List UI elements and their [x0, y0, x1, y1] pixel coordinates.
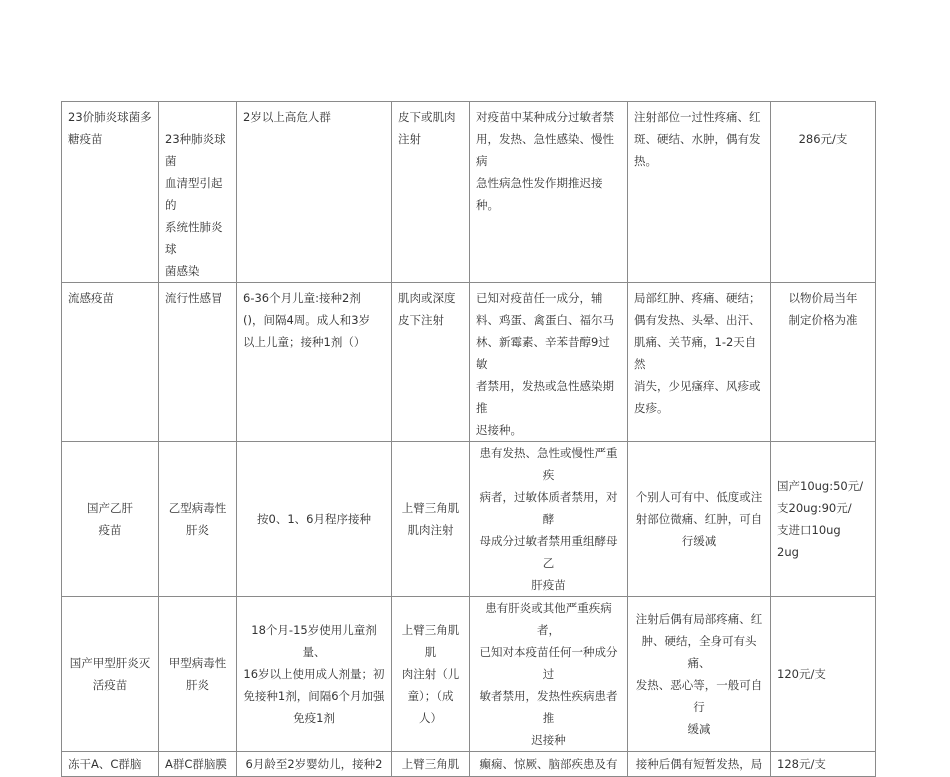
price-cell: 以物价局当年 制定价格为准: [771, 283, 876, 442]
adverse-reaction-cell: 注射部位一过性疼痛、红 斑、硬结、水肿，偶有发 热。: [628, 102, 771, 283]
price-cell: 国产10ug:50元/ 支20ug:90元/ 支进口10ug 2ug: [771, 442, 876, 597]
price-cell: 120元/支: [771, 597, 876, 752]
contraindication-cell: 患有发热、急性或慢性严重疾 病者，过敏体质者禁用，对酵 母成分过敏者禁用重组酵母乙 肝疫苗: [470, 442, 628, 597]
disease-cell: 乙型病毒性 肝炎: [159, 442, 237, 597]
vaccine-name-cell: 国产甲型肝炎灭 活疫苗: [62, 597, 159, 752]
injection-route-cell: 上臂三角肌 肌肉注射: [392, 442, 470, 597]
injection-route-cell: 皮下或肌肉 注射: [392, 102, 470, 283]
table-row: [62, 597, 876, 752]
vaccine-name-cell: 23价肺炎球菌多 糖疫苗: [62, 102, 159, 283]
disease-cell: 甲型病毒性 肝炎: [159, 597, 237, 752]
disease-cell: A群C群脑膜: [159, 752, 237, 777]
disease-cell: 流行性感冒: [159, 283, 237, 442]
adverse-reaction-cell: 接种后偶有短暂发热，局: [628, 752, 771, 777]
contraindication-cell: 已知对疫苗任一成分，辅 料、鸡蛋、禽蛋白、福尔马 林、新霉素、辛苯昔醇9过敏 者禁用，发热或急性感染期推 迟接种。: [470, 283, 628, 442]
vaccine-name-cell: 国产乙肝 疫苗: [62, 442, 159, 597]
injection-route-cell: 上臂三角肌肌 肉注射（儿 童）；（成 人）: [392, 597, 470, 752]
contraindication-cell: 患有肝炎或其他严重疾病者， 已知对本疫苗任何一种成分过 敏者禁用，发热性疾病患者推 迟接种: [470, 597, 628, 752]
target-group-cell: 按0、1、6月程序接种: [237, 442, 392, 597]
price-cell: 128元/支: [771, 752, 876, 777]
vaccine-name-cell: 流感疫苗: [62, 283, 159, 442]
table-row: [62, 442, 876, 597]
target-group-cell: 18个月-15岁使用儿童剂量、 16岁以上使用成人剂量；初 免接种1剂，间隔6个月加强 免疫1剂: [237, 597, 392, 752]
vaccine-table: [61, 101, 876, 777]
disease-cell: 23种肺炎球菌 血清型引起的 系统性肺炎球 菌感染: [159, 102, 237, 283]
target-group-cell: 2岁以上高危人群: [237, 102, 392, 283]
adverse-reaction-cell: 局部红肿、疼痛、硬结； 偶有发热、头晕、出汗、 肌痛、关节痛，1-2天自然 消失，少见瘙痒、风疹或 皮疹。: [628, 283, 771, 442]
table-row: [62, 102, 876, 283]
table-row: [62, 752, 876, 777]
contraindication-cell: 对疫苗中某种成分过敏者禁 用，发热、急性感染、慢性病 急性病急性发作期推迟接种。: [470, 102, 628, 283]
adverse-reaction-cell: 注射后偶有局部疼痛、红 肿、硬结，全身可有头痛、 发热、恶心等，一般可自行 缓减: [628, 597, 771, 752]
adverse-reaction-cell: 个别人可有中、低度或注 射部位微痛、红肿，可自 行缓减: [628, 442, 771, 597]
injection-route-cell: 肌肉或深度 皮下注射: [392, 283, 470, 442]
vaccine-name-cell: 冻干A、C群脑: [62, 752, 159, 777]
injection-route-cell: 上臂三角肌: [392, 752, 470, 777]
table-row: [62, 283, 876, 442]
target-group-cell: 6月龄至2岁婴幼儿，接种2: [237, 752, 392, 777]
contraindication-cell: 癫痫、惊厥、脑部疾患及有: [470, 752, 628, 777]
target-group-cell: 6-36个月儿童:接种2剂 ()，间隔4周。成人和3岁 以上儿童；接种1剂（）: [237, 283, 392, 442]
price-cell: 286元/支: [771, 102, 876, 283]
